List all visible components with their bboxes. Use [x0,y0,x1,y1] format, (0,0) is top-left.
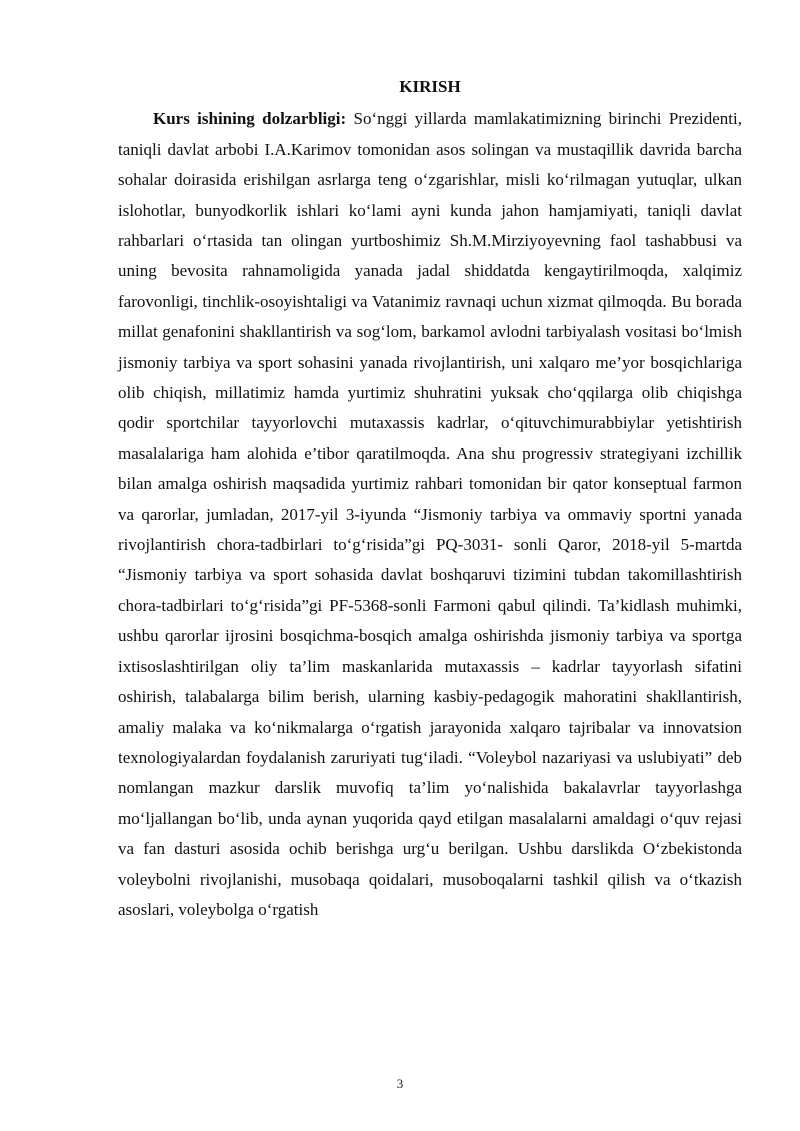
paragraph-label: Kurs ishining dolzarbligi: [153,109,347,129]
body-paragraph [118,104,742,925]
page-number: 3 [396,1076,404,1091]
section-heading: KIRISH [399,77,461,96]
paragraph-text: So‘nggi yillarda mamlakatimizning birinchi Prezidenti, taniqli davlat arbobi I.A.Karimov tomonidan asos solingan va mustaqillik davrida barcha sohalar doirasida erishilgan asrlarga teng o‘zgarishlar, misli ko‘rilmagan yutuqlar, ulkan islohotlar, bunyodkorlik ishlari ko‘lami ayni kunda jahon hamjamiyati, taniqli davlat rahbarlari o‘rtasida tan olingan yurtboshimiz Sh.M.Mirziyoyevning faol tashabbusi va uning bevosita rahnamoligida yanada jadal shiddatda kengaytirilmoqda, xalqimiz farovonligi, tinchlik-osoyishtaligi va Vatanimiz ravnaqi uchun xizmat qilmoqda. Bu borada millat genafonini shakllantirish va sog‘lom, barkamol avlodni tarbiyalash vositasi bo‘lmish jismoniy tarbiya va sport sohasini yanada rivojlantirish, uni xalqaro me’yor bosqichlariga olib chiqish, millatimiz hamda yurtimiz shuhratini yuksak cho‘qqilarga olib chiqishga qodir sportchilar tayyorlovchi mutaxassis kadrlar, o‘qituvchimurabbiylar yetishtirish masalalariga ham alohida e’tibor qaratilmoqda. Ana shu progressiv strategiyani izchillik bilan amalga oshirish maqsadida yurtimiz rahbari tomonidan bir qator konseptual farmon va qarorlar, jumladan, 2017-yil 3-iyunda “Jismoniy tarbiya va ommaviy sportni yanada rivojlantirish chora-tadbirlari to‘g‘risida”gi PQ-3031- sonli Qaror, 2018-yil 5-martda “Jismoniy tarbiya va sport sohasida davlat boshqaruvi tizimini tubdan takomillashtirish chora-tadbirlari to‘g‘risida”gi PF-5368-sonli Farmoni qabul qilindi. Ta’kidlash muhimki, ushbu qarorlar ijrosini bosqichma-bosqich amalga oshirishda jismoniy tarbiya va sportga ixtisoslashtirilgan oliy ta’lim maskanlarida mutaxassis – kadrlar tayyorlash sifatini oshirish, talabalarga bilim berish, ularning kasbiy-pedagogik mahoratini shakllantirish, amaliy malaka va ko‘nikmalarga o‘rgatish jarayonida xalqaro tajribalar va innovatsion texnologiyalardan foydalanish zaruriyati tug‘iladi. “Voleybol nazariyasi va uslubiyati” deb nomlangan mazkur darslik muvofiq ta’lim yo‘nalishida bakalavrlar tayyorlashga mo‘ljallangan bo‘lib, unda aynan yuqorida qayd etilgan masalalarni amaldagi o‘quv rejasi va fan dasturi asosida ochib berishga urg‘u berilgan. Ushbu darslikda O‘zbekistonda voleybolni rivojlanishi, musobaqa qoidalari, musoboqalarni tashkil qilish va o‘tkazish asoslari, voleybolga o‘rgatish [118,109,742,919]
page-content [118,72,742,925]
